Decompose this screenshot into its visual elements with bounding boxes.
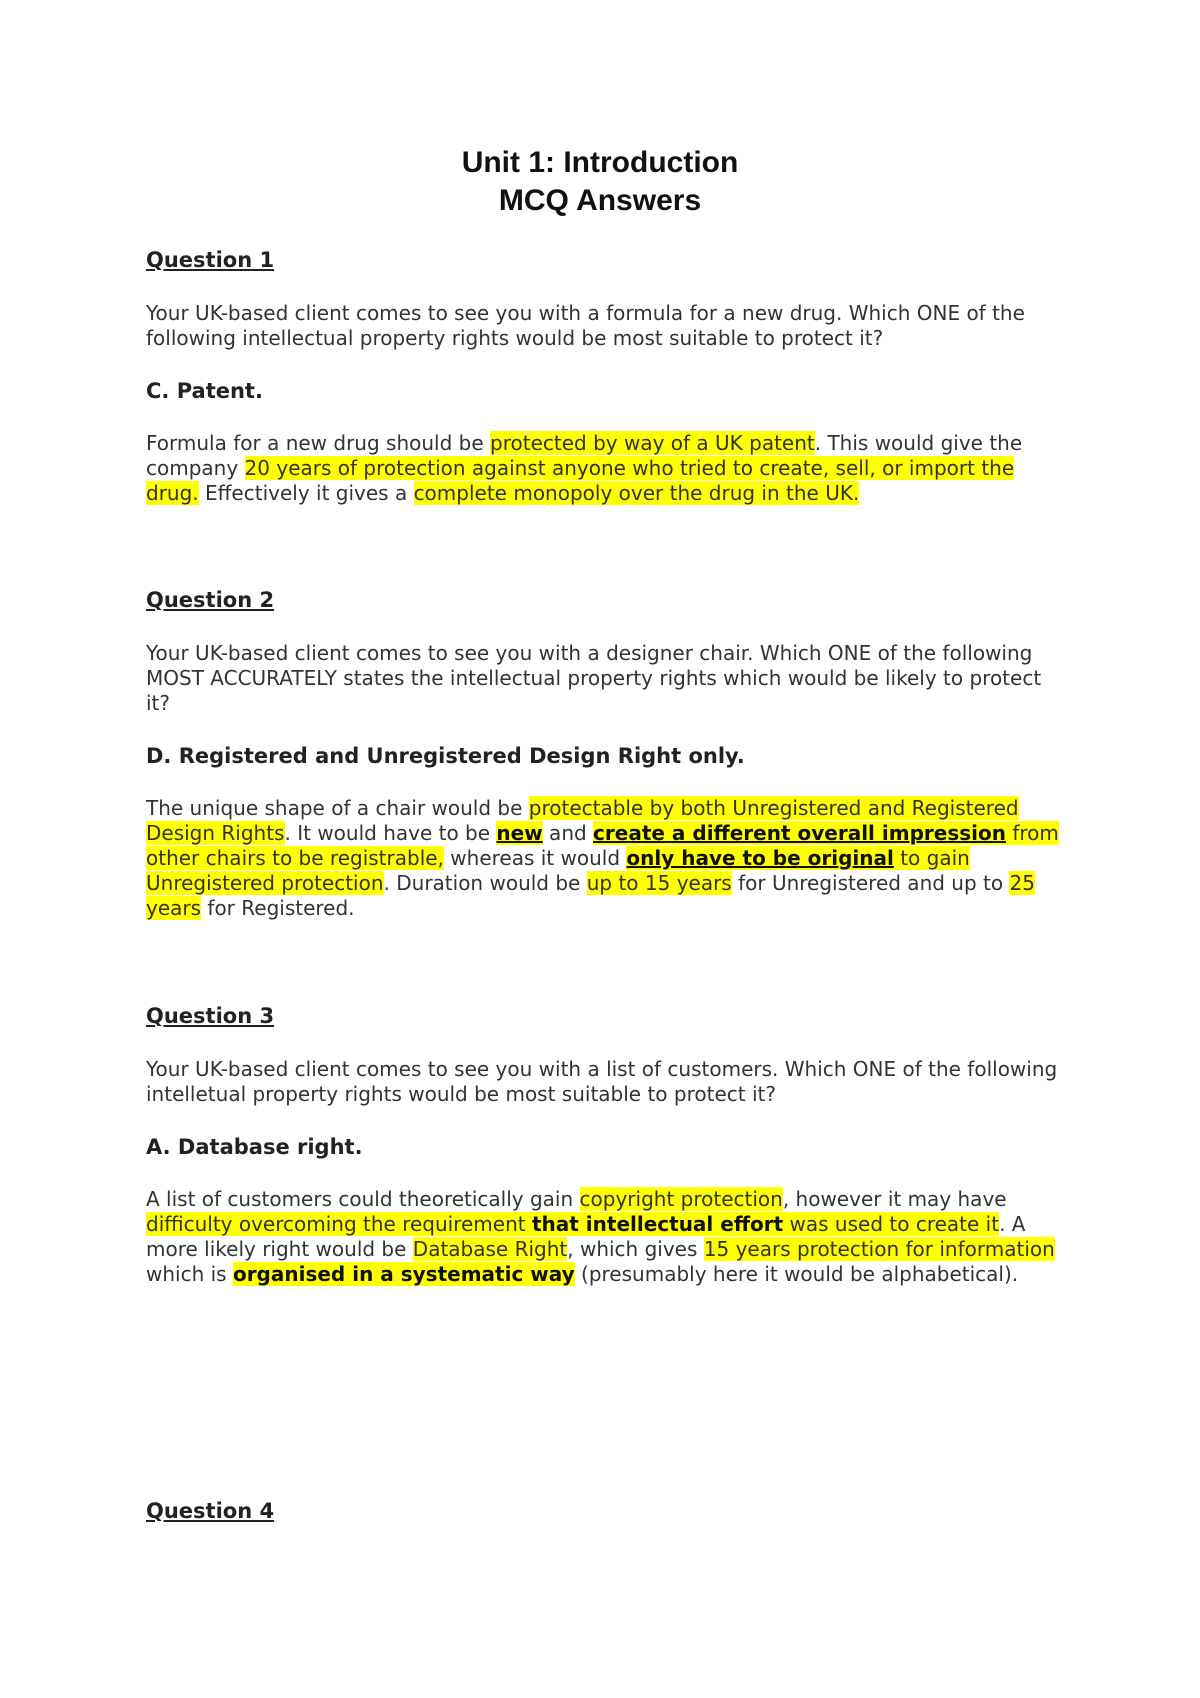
title-line-2: MCQ Answers [498, 184, 702, 217]
highlighted-text: was used to create it [783, 1212, 1000, 1236]
highlighted-text: copyright protection [579, 1187, 783, 1211]
question-3-answer: A. Database right. [146, 1135, 363, 1159]
explanation-text: , which gives [567, 1237, 704, 1261]
explanation-text: whereas it would [443, 846, 627, 870]
highlighted-text: Database Right [412, 1237, 568, 1261]
question-3-heading: Question 3 [146, 1004, 275, 1028]
question-4-section [146, 1498, 1066, 1524]
question-2-explanation [146, 796, 1066, 921]
highlighted-text [626, 846, 893, 870]
highlighted-text: protected by way of a UK patent [490, 431, 815, 455]
explanation-text: . It would have to be [284, 821, 497, 845]
title-line-1: Unit 1: Introduction [461, 146, 739, 179]
explanation-text: Formula for a new drug should be [146, 431, 491, 455]
explanation-text: , however it may have [782, 1187, 1007, 1211]
highlighted-text: 25 years [146, 871, 1035, 920]
bold-underlined-text: new [496, 821, 543, 845]
explanation-text: (presumably here it would be alphabetical). [574, 1262, 1019, 1286]
question-1-text: Your UK-based client comes to see you with a formula for a new drug. Which ONE of the following intellectual property rights would be most suitable to protect it? [146, 301, 1025, 350]
question-2-answer: D. Registered and Unregistered Design Right only. [146, 744, 745, 768]
question-1-explanation [146, 431, 1066, 506]
bold-underlined-text: only have to be original [626, 846, 894, 870]
highlighted-text [593, 821, 1006, 845]
question-1-heading: Question 1 [146, 248, 275, 272]
document-title [0, 144, 1200, 220]
explanation-text: The unique shape of a chair would be [146, 796, 529, 820]
question-1-answer: C. Patent. [146, 379, 263, 403]
explanation-text: Effectively it gives a [198, 481, 414, 505]
highlighted-text: difficulty overcoming the requirement [146, 1212, 532, 1236]
highlighted-text: 15 years protection for information [703, 1237, 1055, 1261]
explanation-text: for Registered. [201, 896, 355, 920]
explanation-text: . Duration would be [383, 871, 587, 895]
question-3-text: Your UK-based client comes to see you with a list of customers. Which ONE of the following intelletual property rights would be most suitable to protect it? [146, 1057, 1058, 1106]
highlighted-text [233, 1262, 575, 1286]
highlighted-text [532, 1212, 783, 1236]
highlighted-text: from other chairs to be registrable, [146, 821, 1059, 870]
explanation-text: . This would give the company [146, 431, 1023, 480]
bold-text: that intellectual effort [531, 1212, 784, 1236]
question-2-heading: Question 2 [146, 588, 275, 612]
highlighted-text: 20 years of protection against anyone who tried to create, sell, or import the drug. [146, 456, 1015, 505]
question-2-text: Your UK-based client comes to see you with a designer chair. Which ONE of the following MOST ACCURATELY states the intellectual property rights which would be likely to protect it? [146, 641, 1042, 715]
explanation-text: for Unregistered and up to [731, 871, 1010, 895]
question-1-section [146, 247, 1066, 506]
bold-text: organised in a systematic way [232, 1262, 575, 1286]
highlighted-text: up to 15 years [586, 871, 732, 895]
highlighted-text: complete monopoly over the drug in the UK. [413, 481, 860, 505]
question-4-heading: Question 4 [146, 1499, 275, 1523]
explanation-text: A list of customers could theoretically gain [146, 1187, 580, 1211]
explanation-text: . A more likely right would be [146, 1212, 1026, 1261]
question-3-explanation [146, 1187, 1066, 1287]
highlighted-text: to gain Unregistered protection [146, 846, 970, 895]
question-3-section [146, 1003, 1066, 1287]
highlighted-text [496, 821, 542, 845]
explanation-text: and [542, 821, 594, 845]
question-2-section [146, 587, 1066, 921]
explanation-text: which is [146, 1262, 233, 1286]
highlighted-text: protectable by both Unregistered and Registered Design Rights [146, 796, 1019, 845]
bold-underlined-text: create a different overall impression [593, 821, 1006, 845]
